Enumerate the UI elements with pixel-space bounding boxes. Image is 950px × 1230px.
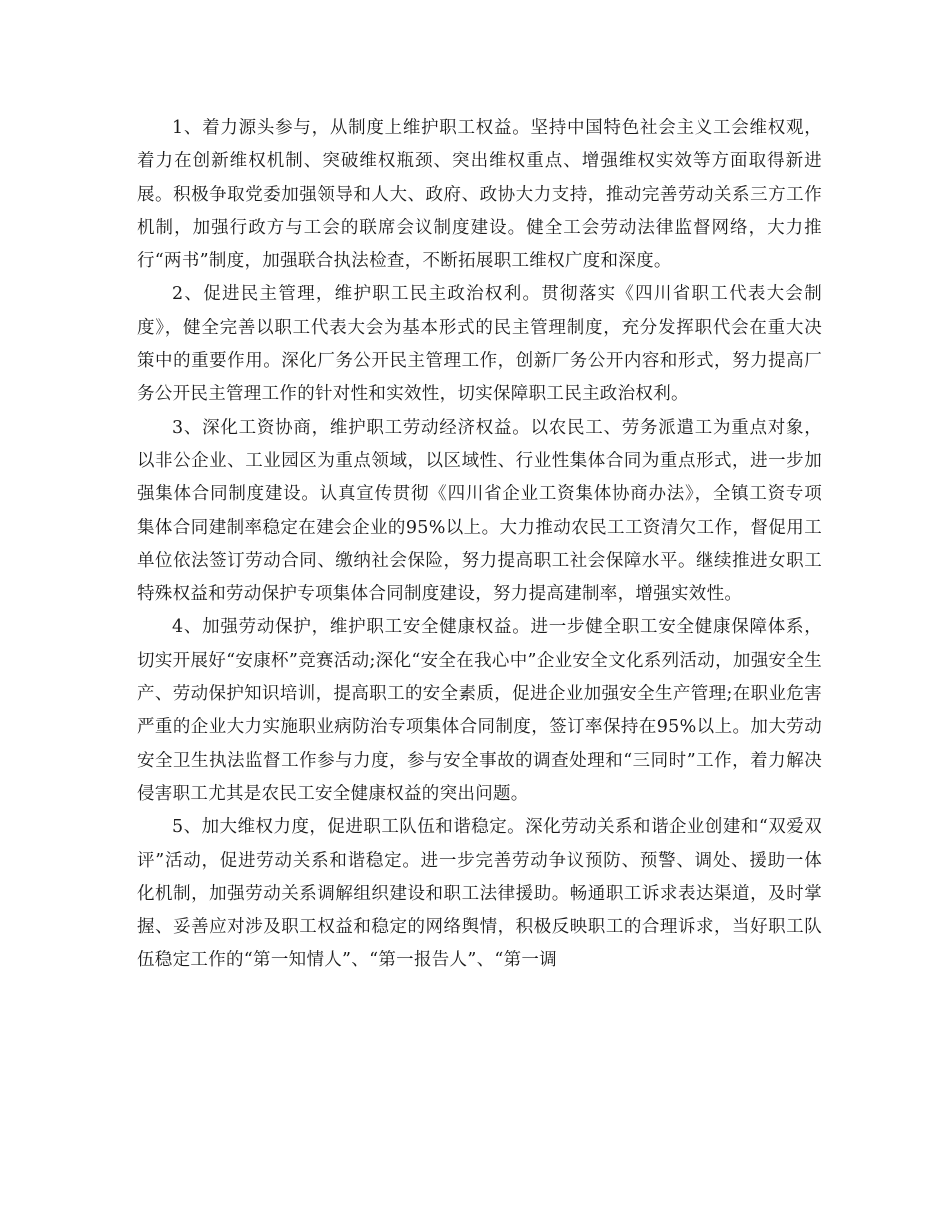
- paragraph-2: 2、促进民主管理，维护职工民主政治权利。贯彻落实《四川省职工代表大会制度》，健全完善以职工代表大会为基本形式的民主管理制度，充分发挥职代会在重大决策中的重要作用。深化厂务公开民主管理工作，创新厂务公开内容和形式，努力提高厂务公开民主管理工作的针对性和实效性，切实保障职工民主政治权利。: [137, 284, 822, 405]
- document-body: [137, 112, 822, 978]
- paragraph-3: 3、深化工资协商，维护职工劳动经济权益。以农民工、劳务派遣工为重点对象，以非公企业、工业园区为重点领域，以区域性、行业性集体合同为重点形式，进一步加强集体合同制度建设。认真宣传贯彻《四川省企业工资集体协商办法》，全镇工资专项集体合同建制率稳定在建会企业的95%以上。大力推动农民工工资清欠工作，督促用工单位依法签订劳动合同、缴纳社会保险，努力提高职工社会保障水平。继续推进女职工特殊权益和劳动保护专项集体合同制度建设，努力提高建制率，增强实效性。: [137, 417, 822, 605]
- paragraph-4: 4、加强劳动保护，维护职工安全健康权益。进一步健全职工安全健康保障体系，切实开展好“安康杯”竞赛活动;深化“安全在我心中”企业安全文化系列活动，加强安全生产、劳动保护知识培训，提高职工的安全素质，促进企业加强安全生产管理;在职业危害严重的企业大力实施职业病防治专项集体合同制度，签订率保持在95%以上。加大劳动安全卫生执法监督工作参与力度，参与安全事故的调查处理和“三同时”工作，着力解决侵害职工尤其是农民工安全健康权益的突出问题。: [137, 617, 822, 804]
- paragraph-1: 1、着力源头参与，从制度上维护职工权益。坚持中国特色社会主义工会维权观，着力在创新维权机制、突破维权瓶颈、突出维权重点、增强维权实效等方面取得新进展。积极争取党委加强领导和人大、政府、政协大力支持，推动完善劳动关系三方工作机制，加强行政方与工会的联席会议制度建设。健全工会劳动法律监督网络，大力推行“两书”制度，加强联合执法检查，不断拓展职工维权广度和深度。: [137, 118, 822, 272]
- paragraph-5: 5、加大维权力度，促进职工队伍和谐稳定。深化劳动关系和谐企业创建和“双爱双评”活动，促进劳动关系和谐稳定。进一步完善劳动争议预防、预警、调处、援助一体化机制，加强劳动关系调解组织建设和职工法律援助。畅通职工诉求表达渠道，及时掌握、妥善应对涉及职工权益和稳定的网络舆情，积极反映职工的合理诉求，当好职工队伍稳定工作的“第一知情人”、“第一报告人”、“第一调: [137, 817, 822, 971]
